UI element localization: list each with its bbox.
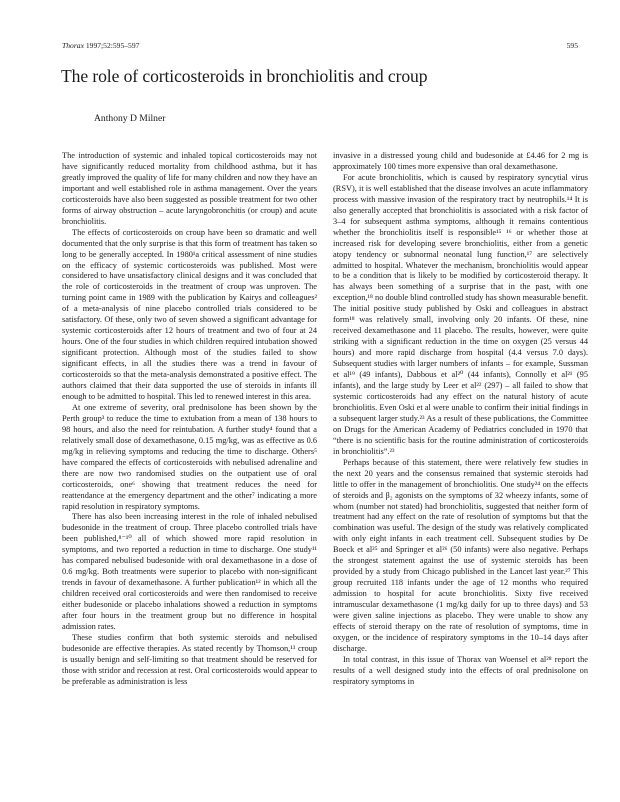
right-column — [333, 151, 588, 791]
paragraph: For acute bronchiolitis, which is caused by respiratory syncytial virus (RSV), it is well established that the disease involves an acute inflammatory process with massive invasion of the respiratory tract by neutrophils.¹⁴ It is also generally accepted that bronchiolitis is associated with a risk factor of 3–4 for subsequent asthma symptoms, although it remains contentious whether the bronchiolitis itself is responsible¹⁵ ¹⁶ or whether those at increased risk for developing severe bronchiolitis, either from a genetic atopy tendency or subnormal neonatal lung function,¹⁷ are selectively admitted to hospital. Whatever the mechanism, bronchiolitis would appear to be a condition that is likely to be modified by corticosteroid therapy. It has always been something of a surprise that in the past, with one exception,¹⁸ no double blind controlled study has shown measurable benefit. The initial positive study published by Oski and colleagues in abstract form¹⁸ was relatively small, involving only 20 infants. Of these, nine received dexamethasone and 11 placebo. The results, however, were quite striking with a significant reduction in the time on oxygen (25 versus 44 hours) and more rapid discharge from hospital (4.4 versus 7.0 days). Subsequent studies with larger numbers of infants – for example, Sussman et al¹⁹ (49 infants), Dabbous et al²⁰ (44 infants), Connolly et al²¹ (95 infants), and the large study by Leer et al²² (297) – all failed to show that systemic corticosteroids had any effect on the natural history of acute bronchiolitis. Even Oski et al were unable to confirm their initial findings in a subsequent larger study.²³ As a result of these publications, the Committee on Drugs for the American Academy of Pediatrics concluded in 1970 that “there is no scientific basis for the routine administration of corticosteroids in bronchiolitis”.²³ — [333, 172, 588, 456]
paragraph: The introduction of systemic and inhaled topical corticosteroids may not have significantly reduced mortality from childhood asthma, but it has greatly improved the quality of life for many children and now they have an important and well established role in asthma management. Over the years corticosteroids have also been suggested as possible treatment for two other forms of airway obstruction – acute laryngobronchitis (or croup) and acute bronchiolitis. — [62, 151, 317, 226]
article-title: The role of corticosteroids in bronchiolitis and croup — [61, 66, 428, 86]
paragraph: invasive in a distressed young child and budesonide at £4.46 for 2 mg is approximately 100 times more expensive than oral dexamethasone. — [333, 151, 588, 171]
paragraph: At one extreme of severity, oral prednisolone has been shown by the Perth group³ to reduce the time to extubation from a mean of 138 hours to 98 hours, and also the need for reintubation. A further study⁴ found that a relatively small dose of dexamethasone, 0.15 mg/kg, was as effective as 0.6 mg/kg in relieving symptoms and reducing the time to discharge. Others⁵ have compared the effects of corticosteroids with nebulised adrenaline and there are now two randomised studies on the outpatient use of oral corticosteroids, one⁶ showing that treatment reduces the need for reattendance at the emergency department and the other⁷ indicating a more rapid resolution in respiratory symptoms. — [62, 402, 317, 511]
left-column — [62, 151, 317, 791]
paragraph: In total contrast, in this issue of Thorax van Woensel et al²⁸ report the results of a well designed study into the effects of oral prednisolone on respiratory symptoms in — [333, 654, 588, 686]
running-header — [62, 41, 580, 53]
article-author: Anthony D Milner — [94, 113, 166, 124]
paragraph: Perhaps because of this statement, there were relatively few studies in the next 20 years and the consensus remained that systemic steroids had little to offer in the management of bronchiolitis. One study²⁴ on the effects of steroids and β₂ agonists on the symptoms of 32 wheezy infants, some of whom (number not stated) had bronchiolitis, suggested that neither form of treatment had any effect on the rate of resolution of symptoms but that the combination was useful. The design of the study was relatively complicated with only eight infants in each treatment cell. Subsequent studies by De Boeck et al²⁵ and Springer et al²⁶ (50 infants) were also negative. Perhaps the strongest statement against the use of systemic steroids has been provided by a study from Chicago published in the Lancet last year.²⁷ This group recruited 118 infants under the age of 12 months who required admission to hospital for acute bronchiolitis. Sixty five received intramuscular dexamethasone (1 mg/kg daily for up to three days) and 53 were given saline injections as placebo. They were unable to show any effects of steroid therapy on the rate of resolution of symptoms, time in oxygen, or the incidence of respiratory symptoms in the 10–14 days after discharge. — [333, 457, 588, 653]
paragraph: There has also been increasing interest in the role of inhaled nebulised budesonide in the treatment of croup. Three placebo controlled trials have been published,⁸⁻¹⁰ all of which showed more rapid resolution in symptoms, and two reported a reduction in time to discharge. One study¹¹ has compared nebulised budesonide with oral dexamethasone in a dose of 0.6 mg/kg. Both treatments were superior to placebo with non-significant trends in favour of dexamethasone. A further publication¹² in which all the children received oral corticosteroids and were then randomised to receive either budesonide or placebo inhalations showed a reduction in symptoms after four hours in the treatment group but no difference in hospital admission rates. — [62, 512, 317, 631]
page-number: 595 — [566, 41, 578, 50]
paragraph: The effects of corticosteroids on croup have been so dramatic and well documented that the only surprise is that this form of treatment has taken so long to be generally accepted. In 1980¹a critical assessment of nine studies on the efficacy of systemic corticosteroids was published. Most were considered to have unsatisfactory clinical designs and it was concluded that the role of corticosteroids in the treatment of croup was unproven. The turning point came in 1989 with the publication by Kairys and colleagues² of a meta-analysis of nine placebo controlled trials considered to be satisfactory. Of these, only two of seven showed a significant advantage for systemic corticosteroids after 12 hours of treatment and two of four at 24 hours. One of the four studies in which children required intubation showed significant protection. Although most of the studies failed to show significant effects, in all the studies there was a trend in favour of corticosteroids so that the meta-analysis demonstrated a positive effect. The authors claimed that their data supported the use of steroids in infants ill enough to be admitted to hospital. This led to renewed interest in this area. — [62, 227, 317, 401]
journal-name: Thorax — [62, 41, 84, 50]
journal-volume: 1997;52:595–597 — [83, 41, 140, 50]
paragraph: These studies confirm that both systemic steroids and nebulised budesonide are effective therapies. As stated recently by Thomson,¹³ croup is usually benign and self-limiting so that treatment should be reserved for those with stridor and recession at rest. Oral corticosteroids would appear to be preferable as administration is less — [62, 632, 317, 686]
article-body — [62, 151, 588, 791]
journal-citation — [62, 41, 139, 50]
